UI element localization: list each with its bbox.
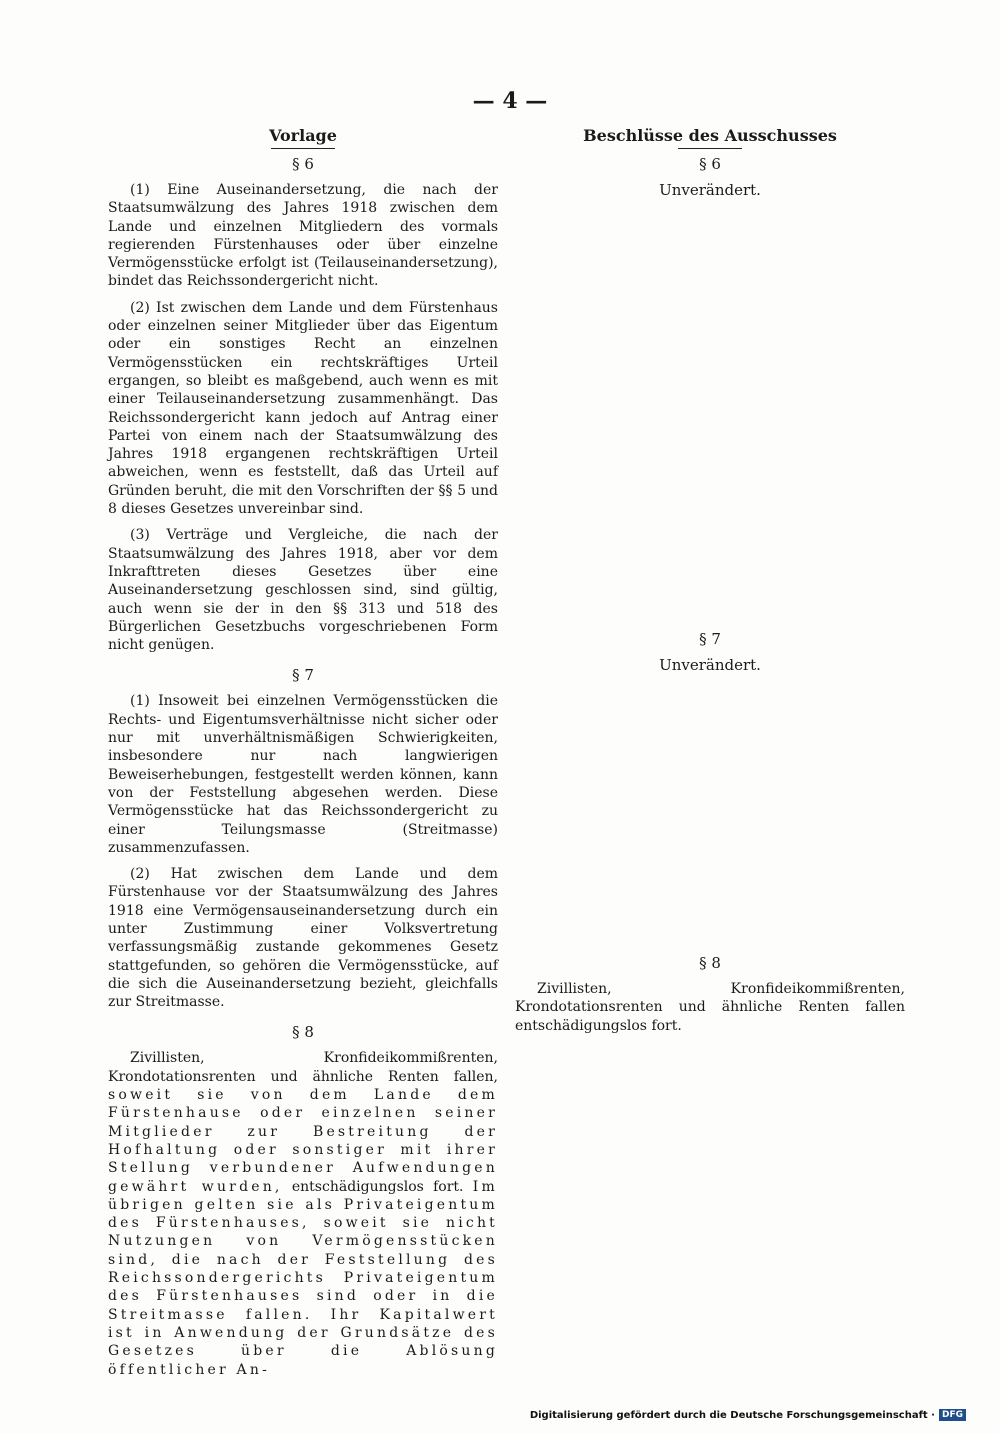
- section-6-decision: [515, 155, 905, 199]
- paragraph-text: entschädigungslos fort.: [291, 1178, 464, 1195]
- paragraph: [108, 1049, 498, 1378]
- section-8: [108, 1023, 498, 1378]
- credit-text: Digitalisierung gefördert durch die Deutsche Forschungsgemeinschaft ·: [529, 1409, 935, 1421]
- paragraph-text: Zivillisten, Kronfideikommißrenten, Krondotationsrenten und ähnliche Renten fallen,: [108, 1050, 498, 1085]
- column-heading-beschluesse: Beschlüsse des Ausschusses: [583, 126, 837, 145]
- section-title: § 7: [292, 666, 314, 685]
- paragraph: (2) Hat zwischen dem Lande und dem Fürstenhause vor der Staatsumwälzung des Jahres 1918 eine Vermögensauseinandersetzung durch ein unter Zustimmung einer Volksvertretung verfassungsmäßig zustande gekommenes Gesetz stattgefunden, so gehören die Vermögensstücke, auf die sich die Auseinandersetzung bezieht, gleichfalls zur Streitmasse.: [108, 866, 498, 1011]
- section-title: § 8: [699, 954, 721, 972]
- heading-rule: [271, 148, 335, 149]
- page-number: — 4 —: [472, 88, 548, 114]
- paragraph: Zivillisten, Kronfideikommißrenten, Krondotationsrenten und ähnliche Renten fallen entschädigungslos fort.: [515, 981, 905, 1034]
- paragraph: (1) Insoweit bei einzelnen Vermögensstücken die Rechts- und Eigentumsverhältnisse nicht sicher oder nur mit unverhältnismäßigen Schwierigkeiten, insbesondere nur nach langwierigen Beweiserhebungen, festgestellt werden können, kann von der Feststellung abgesehen werden. Diese Vermögensstücke hat das Reichssondergericht zu einer Teilungsmasse (Streitmasse) zusammenzufassen.: [108, 693, 498, 856]
- section-8-decision: [515, 954, 905, 1043]
- dfg-logo: DFG: [939, 1409, 966, 1421]
- section-6: [108, 155, 498, 654]
- section-7-decision: [515, 630, 905, 674]
- right-column-beschluesse: [515, 118, 905, 1034]
- column-heading-vorlage: Vorlage: [269, 126, 337, 145]
- section-title: § 8: [292, 1023, 314, 1042]
- emphasized-text: soweit sie von dem Lande dem Fürstenhause oder einzelnen seiner Mitglieder zur Bestreitung der Hofhaltung oder sonstiger mit ihrer Stellung verbundener Aufwendungen gewährt wurden,: [108, 1087, 498, 1195]
- paragraph: (2) Ist zwischen dem Lande und dem Fürstenhaus oder einzelnen seiner Mitglieder über das Eigentum oder ein sonstiges Recht an einzelnen Vermögensstücken ein rechtskräftiges Urteil ergangen, so bleibt es maßgebend, auch wenn es mit einer Teilauseinandersetzung zusammenhängt. Das Reichssondergericht kann jedoch auf Antrag einer Partei von einem nach der Staatsumwälzung des Jahres 1918 ergangenen rechtskräftigen Urteil abweichen, wenn es feststellt, daß das Urteil auf Gründen beruht, die mit den Vorschriften der §§ 5 und 8 dieses Gesetzes unvereinbar sind.: [108, 299, 498, 518]
- unchanged-note: Unverändert.: [659, 181, 761, 199]
- section-title: § 6: [292, 155, 314, 173]
- section-title: § 7: [699, 630, 721, 648]
- paragraph: (3) Verträge und Vergleiche, die nach der Staatsumwälzung des Jahres 1918, aber vor dem Inkrafttreten dieses Gesetzes über eine Auseinandersetzung geschlossen sind, sind gültig, auch wenn sie der in den §§ 313 und 518 des Bürgerlichen Gesetzbuchs vorgeschriebenen Form nicht genügen.: [108, 527, 498, 654]
- heading-rule: [678, 148, 742, 149]
- section-title: § 6: [699, 155, 721, 173]
- unchanged-note: Unverändert.: [659, 656, 761, 674]
- left-column-vorlage: [108, 118, 498, 1387]
- digitization-credit: [530, 1409, 966, 1421]
- emphasized-text: Im übrigen gelten sie als Privateigentum des Fürstenhauses, soweit sie nicht Nutzungen von Vermögensstücken sind, die nach der Feststellung des Reichssondergerichts Privateigentum des Fürstenhauses sind oder in die Streitmasse fallen. Ihr Kapitalwert ist in Anwendung der Grundsätze des Gesetzes über die Ablösung öffentlicher An-: [108, 1178, 499, 1378]
- paragraph: (1) Eine Auseinandersetzung, die nach der Staatsumwälzung des Jahres 1918 zwischen dem Lande und einzelnen Mitgliedern des vormals regierenden Fürstenhauses oder über einzelne Vermögensstücke erfolgt ist (Teilauseinandersetzung), bindet das Reichssondergericht nicht.: [108, 182, 498, 290]
- section-7: [108, 666, 498, 1011]
